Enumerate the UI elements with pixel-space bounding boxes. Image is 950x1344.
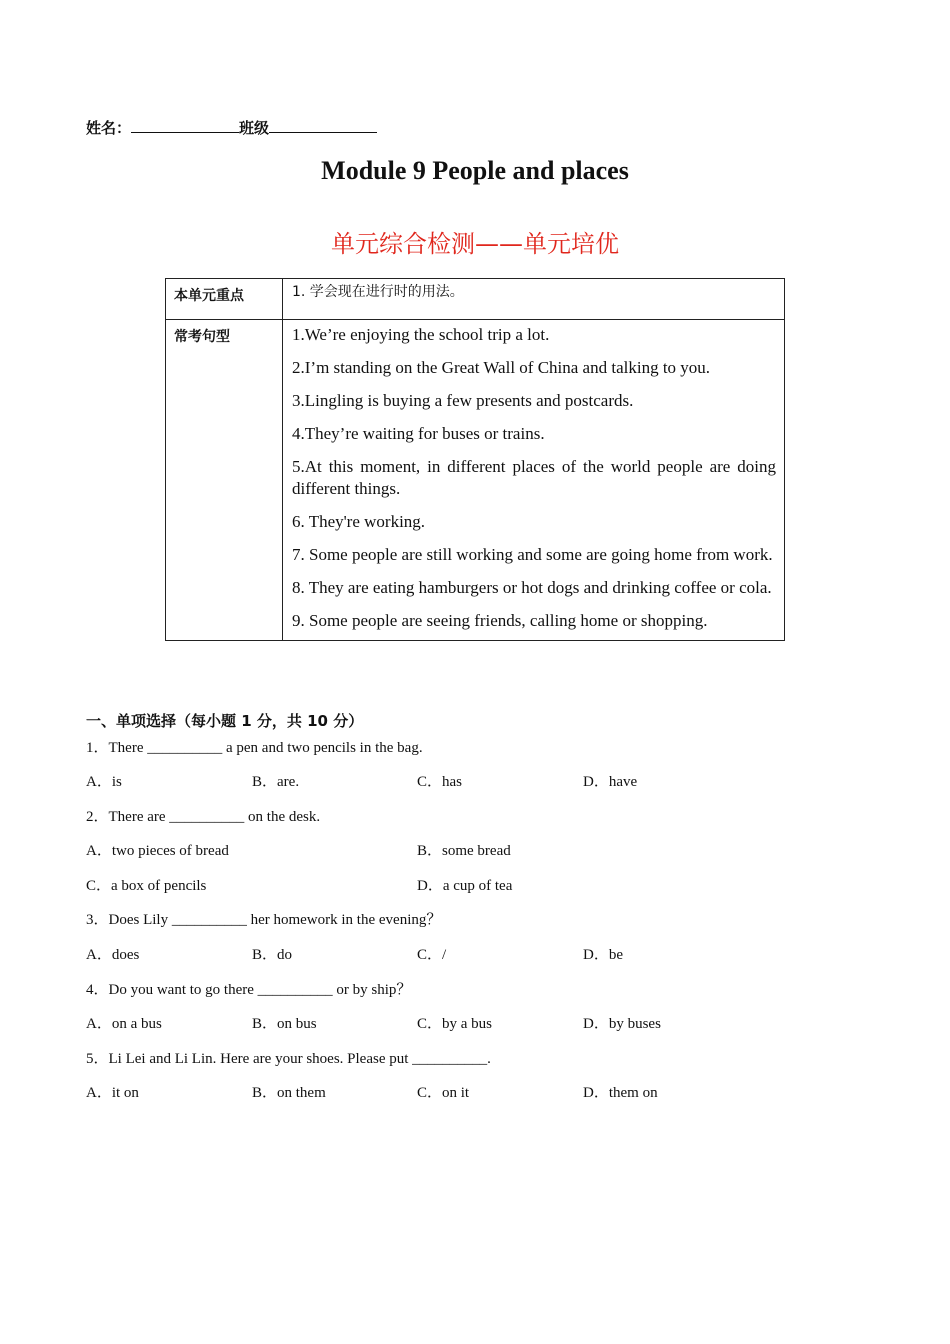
focus-label: 本单元重点 — [166, 279, 283, 320]
sentence: 8. They are eating hamburgers or hot dogs and drinking coffee or cola. — [292, 578, 772, 597]
option-c[interactable]: C．/ — [417, 947, 447, 963]
option-c[interactable]: C．has — [417, 774, 463, 790]
option-d[interactable]: D．be — [583, 947, 623, 963]
option-b[interactable]: B．do — [252, 947, 293, 963]
option-c[interactable]: C．a box of pencils — [86, 878, 207, 894]
question-stem: 5．Li Lei and Li Lin. Here are your shoes. Please put __________. — [86, 1051, 491, 1067]
option-a[interactable]: A．it on — [86, 1085, 139, 1101]
class-label: 班级 — [239, 119, 270, 137]
option-c[interactable]: C．on it — [417, 1085, 470, 1101]
option-c[interactable]: C．by a bus — [417, 1016, 493, 1032]
focus-cell — [283, 279, 785, 320]
unit-key-points-table — [165, 278, 785, 641]
page-subtitle: 单元综合检测——单元培优 — [331, 230, 619, 258]
sentence: 5.At this moment, in different places of the world people are doing different things. — [292, 457, 776, 498]
sentence: 1.We’re enjoying the school trip a lot. — [292, 325, 550, 344]
sentence: 2.I’m standing on the Great Wall of China and talking to you. — [292, 358, 711, 377]
option-b[interactable]: B．on them — [252, 1085, 326, 1101]
option-b[interactable]: B．on bus — [252, 1016, 317, 1032]
name-blank[interactable] — [131, 118, 239, 133]
patterns-label: 常考句型 — [166, 320, 283, 641]
sentence: 7. Some people are still working and some are going home from work. — [292, 545, 773, 564]
option-a[interactable]: A．on a bus — [86, 1016, 162, 1032]
option-d[interactable]: D．by buses — [583, 1016, 661, 1032]
option-a[interactable]: A．is — [86, 774, 122, 790]
option-a[interactable]: A．two pieces of bread — [86, 843, 229, 859]
option-d[interactable]: D．a cup of tea — [417, 878, 513, 894]
question-stem: 3．Does Lily __________ her homework in the evening？ — [86, 912, 442, 928]
table-row — [166, 279, 785, 320]
student-info-line — [86, 117, 377, 138]
focus-text: 1. 学会现在进行时的用法。 — [292, 284, 464, 300]
question-stem: 4．Do you want to go there __________ or by ship？ — [86, 982, 412, 998]
sentence: 6. They're working. — [292, 512, 426, 531]
section-title: 一、单项选择（每小题 1 分，共 10 分） — [86, 712, 364, 730]
question-stem: 2．There are __________ on the desk. — [86, 809, 321, 825]
page-title: Module 9 People and places — [321, 156, 629, 185]
sentence: 3.Lingling is buying a few presents and postcards. — [292, 391, 634, 410]
option-b[interactable]: B．some bread — [417, 843, 511, 859]
option-b[interactable]: B．are. — [252, 774, 300, 790]
option-d[interactable]: D．them on — [583, 1085, 658, 1101]
option-d[interactable]: D．have — [583, 774, 638, 790]
question-stem: 1．There __________ a pen and two pencils in the bag. — [86, 740, 423, 756]
sentence: 9. Some people are seeing friends, calling home or shopping. — [292, 611, 708, 630]
patterns-cell — [283, 320, 785, 641]
name-label: 姓名： — [86, 119, 132, 137]
sentence: 4.They’re waiting for buses or trains. — [292, 424, 545, 443]
option-a[interactable]: A．does — [86, 947, 140, 963]
class-blank[interactable] — [269, 118, 377, 133]
table-row — [166, 320, 785, 641]
